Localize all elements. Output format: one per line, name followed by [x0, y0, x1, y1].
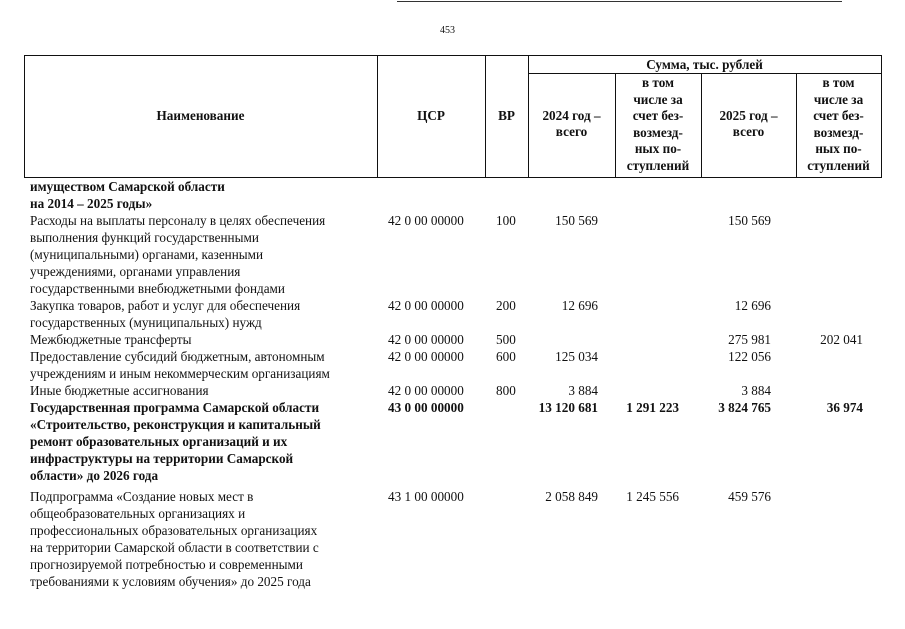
- row-name: Государственная программа Самарской области «Строительство, реконструкция и капитальный ремонт образовательных организаций и их инфраструктуры на территории Самарской области» до 2026 года: [30, 400, 321, 483]
- sum-subheader-border: [528, 73, 882, 74]
- row-vr: 100: [496, 213, 516, 228]
- row-csr: 42 0 00 00000: [388, 349, 464, 364]
- row-2025-gratis: 202 041: [820, 332, 863, 347]
- header-sum: Сумма, тыс. рублей: [646, 57, 763, 72]
- row-2025-gratis: 36 974: [826, 400, 863, 415]
- header-2025-gratis: в том числе за счет без- возмезд- ных по- ступлений: [807, 75, 870, 173]
- row-name: имуществом Самарской области на 2014 – 2025 годы»: [30, 179, 225, 211]
- row-2025-total: 12 696: [734, 298, 771, 313]
- row-2025-total: 122 056: [728, 349, 771, 364]
- header-2025-total: 2025 год – всего: [719, 108, 778, 139]
- row-2024-total: 150 569: [555, 213, 598, 228]
- row-csr: 43 1 00 00000: [388, 489, 464, 504]
- header-csr: ЦСР: [417, 108, 445, 123]
- row-2024-total: 125 034: [555, 349, 598, 364]
- row-2024-total: 2 058 849: [545, 489, 598, 504]
- row-name: Межбюджетные трансферты: [30, 332, 192, 347]
- row-2025-total: 275 981: [728, 332, 771, 347]
- row-name: Подпрограмма «Создание новых мест в общеобразовательных организациях и профессиональных образовательных организациях на территории Самарской области в соответствии с прогнозируемой потребностью и современными требованиями к условиям обучения» до 2025 года: [30, 489, 319, 589]
- row-2025-total: 3 884: [741, 383, 771, 398]
- row-2024-total: 12 696: [561, 298, 598, 313]
- header-2024-total: 2024 год – всего: [542, 108, 601, 139]
- row-csr: 43 0 00 00000: [388, 400, 464, 415]
- col-border: [881, 55, 882, 177]
- row-2024-gratis: 1 291 223: [626, 400, 679, 415]
- header-vr: ВР: [498, 108, 515, 123]
- row-csr: 42 0 00 00000: [388, 298, 464, 313]
- row-csr: 42 0 00 00000: [388, 383, 464, 398]
- row-name: Иные бюджетные ассигнования: [30, 383, 209, 398]
- row-vr: 800: [496, 383, 516, 398]
- row-2025-total: 459 576: [728, 489, 771, 504]
- page-number: 453: [440, 25, 455, 36]
- row-2024-total: 13 120 681: [538, 400, 598, 415]
- header-2024-gratis: в том числе за счет без- возмезд- ных по- ступлений: [626, 75, 690, 173]
- row-name: Предоставление субсидий бюджетным, автономным учреждениям и иным некоммерческим организациям: [30, 349, 330, 381]
- row-2025-total: 150 569: [728, 213, 771, 228]
- row-2024-gratis: 1 245 556: [626, 489, 679, 504]
- row-csr: 42 0 00 00000: [388, 332, 464, 347]
- row-vr: 600: [496, 349, 516, 364]
- top-rule: [397, 1, 842, 2]
- row-csr: 42 0 00 00000: [388, 213, 464, 228]
- row-name: Закупка товаров, работ и услуг для обеспечения государственных (муниципальных) нужд: [30, 298, 301, 330]
- row-vr: 500: [496, 332, 516, 347]
- row-2024-total: 3 884: [568, 383, 598, 398]
- row-name: Расходы на выплаты персоналу в целях обеспечения выполнения функций государственными (муниципальными) органами, казенными учреждениями, органами управления государственными внебюджетными фондами: [30, 213, 326, 296]
- row-2025-total: 3 824 765: [718, 400, 771, 415]
- header-name: Наименование: [156, 108, 245, 123]
- row-vr: 200: [496, 298, 516, 313]
